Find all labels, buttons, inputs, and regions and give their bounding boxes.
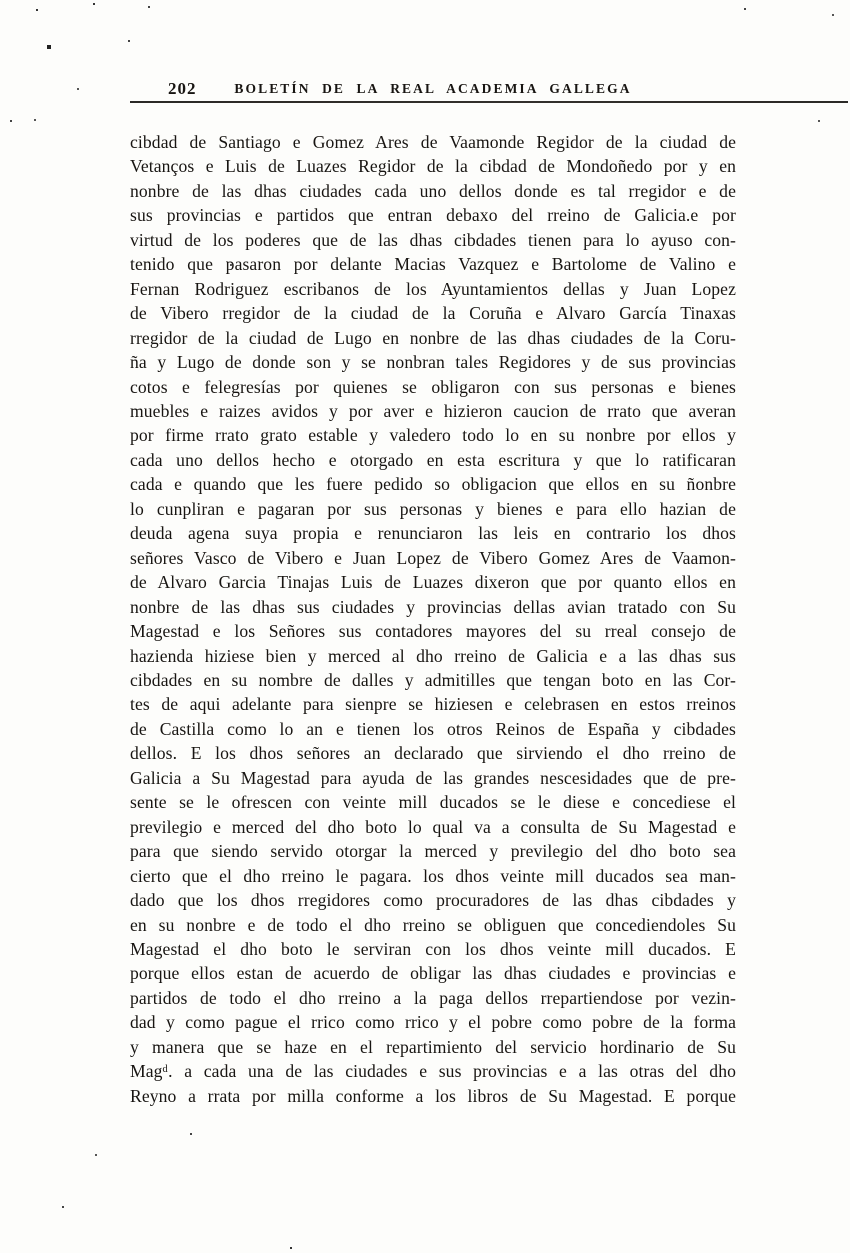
text-line: Magᵈ. a cada una de las ciudades e sus provincias e a las otras del dho [130,1061,736,1082]
text-line: señores Vasco de Vibero e Juan Lopez de Vibero Gomez Ares de Vaamon- [130,547,736,568]
text-line: de Alvaro Garcia Tinajas Luis de Luazes dixeron que por quanto ellos en [130,572,736,593]
journal-title: BOLETÍN DE LA REAL ACADEMIA GALLEGA [234,81,632,96]
text-line: cada e quando que les fuere pedido so obligacion que ellos en su ñonbre [130,474,736,495]
page-header [130,79,736,99]
text-line: sente se le ofrescen con veinte mill ducados se le diese e concediese el [130,792,736,813]
text-line: Reyno a rrata por milla conforme a los libros de Su Magestad. E porque [130,1085,736,1106]
text-line: cotos e felegresías por quienes se obligaron con sus personas e bienes [130,376,736,397]
text-line: porque ellos estan de acuerdo de obligar las dhas ciudades e provincias e [130,963,736,984]
text-line: en su nonbre e de todo el dho rreino se obliguen que concediendoles Su [130,914,736,935]
page-number: 202 [168,79,197,98]
text-line: por firme rrato grato estable y valedero todo lo en su nonbre por ellos y [130,425,736,446]
text-line: de Castilla como lo an e tienen los otros Reinos de España y cibdades [130,718,736,739]
text-line: rregidor de la ciudad de Lugo en nonbre de las dhas ciudades de la Coru- [130,327,736,348]
text-line: cibdades en su nombre de dalles y admitilles que tengan boto en las Cor- [130,669,736,690]
text-line: para que siendo servido otorgar la merced y previlegio del dho boto sea [130,841,736,862]
text-line: muebles e raizes avidos y por aver e hizieron caucion de rrato que averan [130,400,736,421]
text-line: Magestad el dho boto le serviran con los dhos veinte mill ducados. E [130,938,736,959]
text-line: tes de aqui adelante para sienpre se hiziesen e celebrasen en estos rreinos [130,694,736,715]
scan-noise-specks [0,0,2,2]
body-text [130,130,736,1108]
text-line: lo cunpliran e pagaran por sus personas y bienes e para ello hazian de [130,498,736,519]
text-line: Galicia a Su Magestad para ayuda de las grandes nescesidades que de pre- [130,767,736,788]
text-line: previlegio e merced del dho boto lo qual va a consulta de Su Magestad e [130,816,736,837]
text-line: hazienda hiziese bien y merced al dho rreino de Galicia e a las dhas sus [130,645,736,666]
text-line: ña y Lugo de donde son y se nonbran tales Regidores y de sus provincias [130,352,736,373]
text-line: cada uno dellos hecho e otorgado en esta escritura y que lo ratificaran [130,449,736,470]
text-line: Magestad e los Señores sus contadores mayores del su rreal consejo de [130,621,736,642]
text-line: cibdad de Santiago e Gomez Ares de Vaamonde Regidor de la ciudad de [130,132,736,152]
text-line: tenido que pasaron por delante Macias Vazquez e Bartolome de Valino e [130,254,736,275]
text-line: virtud de los poderes que de las dhas cibdades tienen para lo ayuso con- [130,229,736,250]
text-line: dad y como pague el rrico como rrico y el pobre como pobre de la forma [130,1012,736,1033]
text-line: deuda agena suya propia e renunciaron las leis en contrario los dhos [130,523,736,544]
text-line: Vetanços e Luis de Luazes Regidor de la cibdad de Mondoñedo por y en [130,156,736,177]
text-line: cierto que el dho rreino le pagara. los dhos veinte mill ducados sea man- [130,865,736,886]
text-line: Fernan Rodriguez escribanos de los Ayuntamientos dellas y Juan Lopez [130,278,736,299]
text-line: nonbre de las dhas ciudades cada uno dellos donde es tal rregidor e de [130,180,736,201]
text-line: dado que los dhos rregidores como procuradores de las dhas cibdades y [130,890,736,911]
text-line: nonbre de las dhas sus ciudades y provincias dellas avian tratado con Su [130,596,736,617]
text-line: dellos. E los dhos señores an declarado que sirviendo el dho rreino de [130,743,736,764]
text-line: partidos de todo el dho rreino a la paga dellos rrepartiendose por vezin- [130,987,736,1008]
text-line: de Vibero rregidor de la ciudad de la Coruña e Alvaro García Tinaxas [130,303,736,324]
text-line: y manera que se haze en el repartimiento del servicio hordinario de Su [130,1036,736,1057]
text-line: sus provincias e partidos que entran debaxo del rreino de Galicia.e por [130,205,736,226]
header-rule [130,101,848,103]
